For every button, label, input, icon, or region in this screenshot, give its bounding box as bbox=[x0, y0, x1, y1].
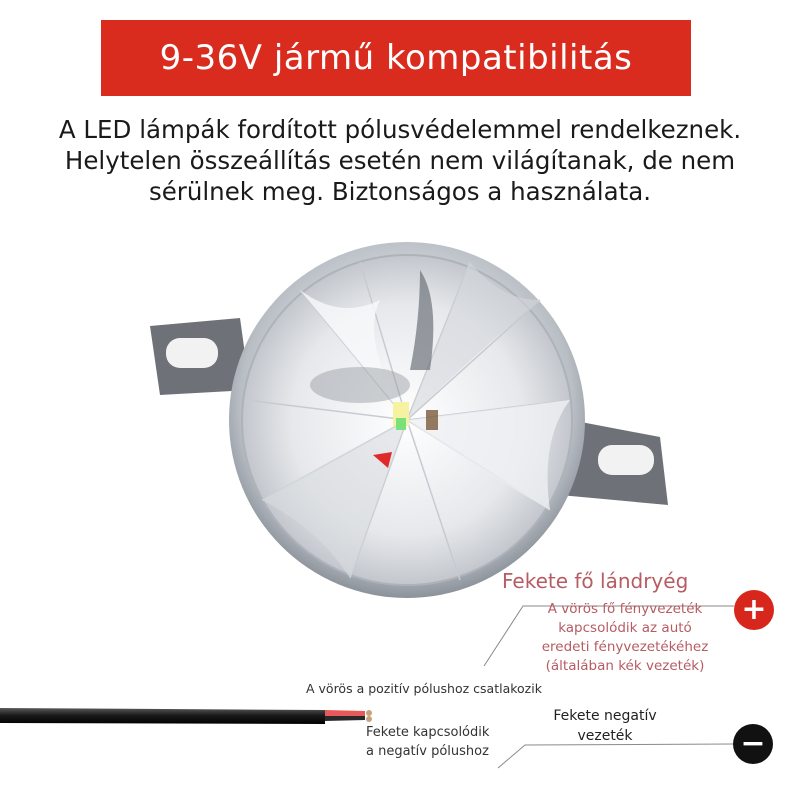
red-main-wire-line: A vörös fő fényvezeték bbox=[547, 601, 703, 617]
description-line-2: Helytelen összeállítás esetén nem világítanak, de nem bbox=[64, 146, 736, 175]
red-main-wire-line: eredeti fényvezetékéhez bbox=[541, 639, 709, 655]
power-cable bbox=[0, 708, 372, 724]
red-main-wire-line: kapcsolódik az autó bbox=[558, 620, 692, 636]
description-line-1: A LED lámpák fordított pólusvédelemmel rendelkeznek. bbox=[58, 115, 742, 144]
black-negative-wire-line: vezeték bbox=[577, 728, 633, 744]
black-negative-wire-label bbox=[530, 706, 680, 746]
positive-wire-heading: Fekete fő lándryég bbox=[502, 569, 689, 593]
led-chip-amber bbox=[426, 410, 438, 430]
red-to-positive-label: A vörös a pozitív pólushoz csatlakozik bbox=[306, 681, 542, 696]
banner-title: 9-36V jármű kompatibilitás bbox=[159, 38, 633, 78]
red-main-wire-line: (általában kék vezeték) bbox=[545, 658, 705, 674]
black-to-negative-label bbox=[366, 723, 489, 761]
black-to-negative-line: a negatív pólushoz bbox=[366, 744, 489, 759]
plus-symbol: + bbox=[741, 592, 767, 627]
red-main-wire-note bbox=[510, 600, 740, 676]
black-to-negative-line: Fekete kapcsolódik bbox=[366, 725, 490, 740]
minus-symbol: − bbox=[740, 726, 766, 761]
description-line-3: sérülnek meg. Biztonságos a használata. bbox=[148, 177, 652, 206]
led-chip-green bbox=[396, 418, 406, 430]
plus-circle-icon bbox=[734, 590, 774, 630]
lamp-dome bbox=[229, 242, 585, 598]
black-negative-wire-line: Fekete negatív bbox=[553, 708, 657, 724]
minus-circle-icon bbox=[733, 724, 773, 764]
